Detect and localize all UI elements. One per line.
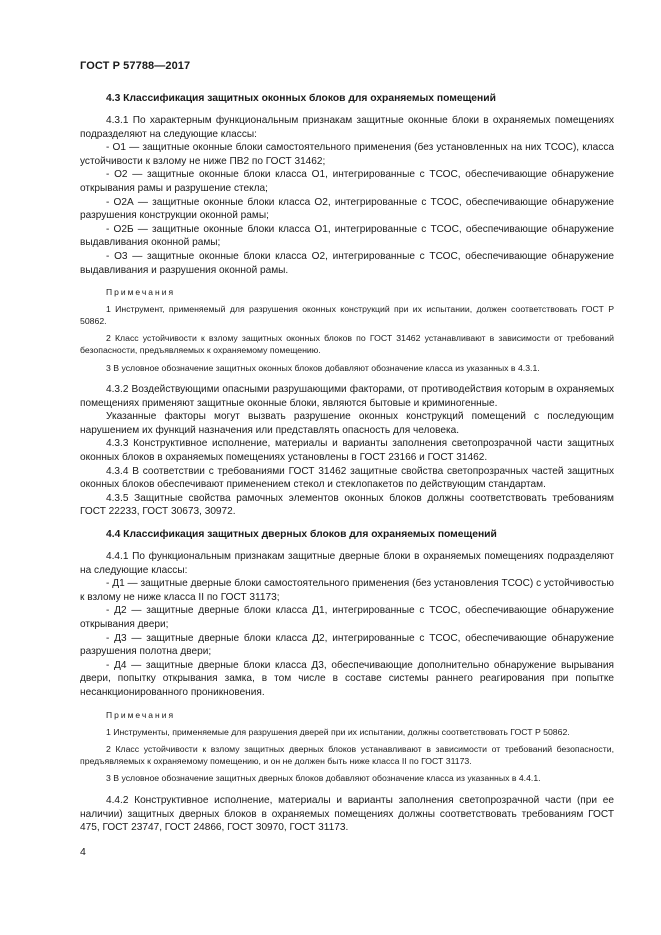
note-item: 2 Класс устойчивости к взлому защитных оконных блоков по ГОСТ 31462 устанавливают в зависимости от требований безопасности, предъявляемых к охраняемому помещению.	[80, 333, 614, 355]
class-item-o3: - О3 — защитные оконные блоки класса О2, интегрированные с ТСОС, обеспечивающие обнаружение выдавливания и разрушения оконной рамы.	[80, 250, 614, 276]
class-item-d3: - Д3 — защитные дверные блоки класса Д2, интегрированные с ТСОС, обеспечивающие обнаружение разрушения полотна двери;	[80, 632, 614, 658]
paragraph-4-3-4: 4.3.4 В соответствии с требованиями ГОСТ 31462 защитные свойства светопрозрачных частей защитных оконных блоков обеспечивают применением стекол и стеклопакетов по действующим стандартам.	[80, 465, 614, 491]
class-item-o2a: - О2А — защитные оконные блоки класса О2, интегрированные с ТСОС, обеспечивающие обнаружение разрушения конструкции оконной рамы;	[80, 196, 614, 222]
page-number: 4	[80, 846, 86, 858]
class-item-d1: - Д1 — защитные дверные блоки самостоятельного применения (без установления ТСОС) с устойчивостью к взлому не ниже класса II по ГОСТ 31173;	[80, 578, 614, 603]
document-body	[80, 92, 614, 835]
note-item: 3 В условное обозначение защитных оконных блоков добавляют обозначение класса из указанных в 4.3.1.	[106, 362, 540, 373]
class-item-d2: - Д2 — защитные дверные блоки класса Д1, интегрированные с ТСОС, обеспечивающие обнаружение открывания двери;	[80, 605, 614, 630]
section-4-3-1-intro: 4.3.1 По характерным функциональным признакам защитные оконные блоки в охраняемых помещениях подразделяют на следующие классы:	[80, 115, 614, 140]
paragraph-4-4-2: 4.4.2 Конструктивное исполнение, материалы и варианты заполнения светопрозрачной части (при ее наличии) защитных дверных блоков в охраняемых помещениях должны соответствовать требованиям ГОСТ 475, ГОСТ 23747, ГОСТ 24866, ГОСТ 30970, ГОСТ 31173.	[80, 794, 614, 834]
class-item-o1: - О1 — защитные оконные блоки самостоятельного применения (без установленных на них ТСОС), класса устойчивости к взлому не ниже ПВ2 по ГОСТ 31462;	[80, 142, 614, 167]
note-item: 3 В условное обозначение защитных дверных блоков добавляют обозначение класса из указанных в 4.4.1.	[106, 773, 541, 784]
paragraph-4-3-2: 4.3.2 Воздействующими опасными разрушающими факторами, от противодействия которым в охраняемых помещениях применяют защитные оконные блоки, являются бытовые и криминогенные.	[80, 384, 614, 409]
notes-title: Примечания	[106, 709, 176, 720]
paragraph-4-3-3: 4.3.3 Конструктивное исполнение, материалы и варианты заполнения светопрозрачной части защитных оконных блоков в охраняемых помещениях установлены в ГОСТ 23166 и ГОСТ 31462.	[80, 438, 614, 464]
note-item: 2 Класс устойчивости к взлому защитных дверных блоков устанавливают в зависимости от требований безопасности, предъявляемых к охраняемому помещению, и он не должен быть ниже класса II по ГОСТ 31173.	[80, 744, 614, 766]
class-item-d4: - Д4 — защитные дверные блоки класса Д3, обеспечивающие дополнительно обнаружение вырывания двери, попытку открывания замка, в том числе в составе системы раннего реагирования при попытке несанкционированного проникновения.	[80, 659, 614, 698]
document-id-header: ГОСТ Р 57788—2017	[80, 60, 191, 72]
section-4-3-heading: 4.3 Классификация защитных оконных блоков для охраняемых помещений	[106, 93, 496, 104]
class-item-o2: - О2 — защитные оконные блоки класса О1, интегрированные с ТСОС, обеспечивающие обнаружение открывания рамы и разрушение стекла;	[80, 169, 614, 194]
note-item: 1 Инструменты, применяемые для разрушения дверей при их испытании, должны соответствовать ГОСТ Р 50862.	[106, 726, 570, 737]
paragraph-4-3-5: 4.3.5 Защитные свойства рамочных элементов оконных блоков должны соответствовать требованиям ГОСТ 22233, ГОСТ 30673, 30972.	[80, 492, 614, 518]
section-4-4-1-intro: 4.4.1 По функциональным признакам защитные дверные блоки в охраняемых помещениях подразделяют на следующие классы:	[80, 551, 614, 576]
paragraph-4-3-2-cont: Указанные факторы могут вызвать разрушение оконных конструкций помещений с последующим нарушением их функций назначения или представлять опасность для человека.	[80, 411, 614, 436]
note-item: 1 Инструмент, применяемый для разрушения оконных конструкций при их испытании, должен соответствовать ГОСТ Р 50862.	[80, 304, 614, 326]
class-item-o2b: - О2Б — защитные оконные блоки класса О1, интегрированные с ТСОС, обеспечивающие обнаружение выдавливания оконной рамы;	[80, 223, 614, 249]
notes-title: Примечания	[106, 287, 176, 298]
section-4-4-heading: 4.4 Классификация защитных дверных блоков для охраняемых помещений	[106, 529, 497, 541]
